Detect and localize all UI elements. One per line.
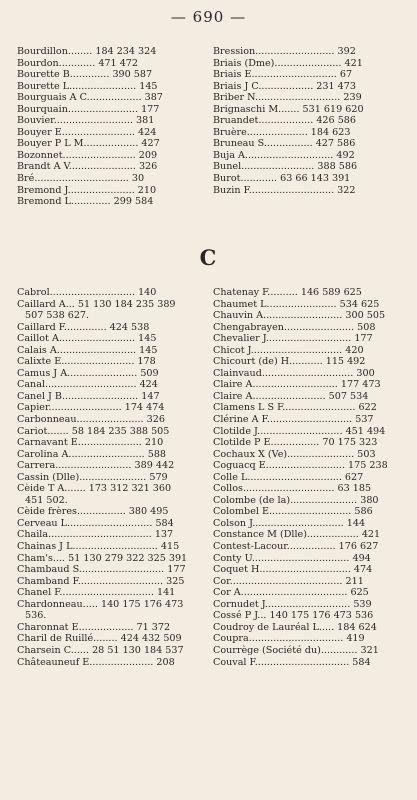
index-entry: Calais A.......................... 145 xyxy=(17,344,158,356)
index-entry: Clainvaud.............................. 300 xyxy=(213,367,375,379)
index-entry: Colombel E........................... 586 xyxy=(213,506,373,518)
index-entry: Courrège (Société du)............ 321 xyxy=(213,644,379,656)
index-entry: Bourquain....................... 177 xyxy=(17,103,160,115)
index-entry: Bression.......................... 392 xyxy=(213,46,356,57)
section-letter-heading: C xyxy=(199,245,218,270)
page-number: — 690 — xyxy=(170,8,247,26)
index-entry: Clamens L S F........................ 622 xyxy=(213,402,377,414)
index-entry: Couval F............................... 584 xyxy=(213,656,371,668)
index-entry: Bré............................... 30 xyxy=(17,173,145,185)
index-entry: Briais J C.................. 231 473 xyxy=(213,80,356,92)
index-entry: Cassin (Dlle)...................... 579 xyxy=(17,471,168,483)
index-entry: Bouyer P L M.................. 427 xyxy=(17,138,160,150)
index-entry: Carrera......................... 389 442 xyxy=(17,460,175,472)
index-entry: Chaila.................................. 137 xyxy=(17,529,174,541)
index-entry: Colle L............................... 627 xyxy=(213,471,364,483)
b-section-left-column xyxy=(17,46,205,208)
index-entry: Bouyer E........................ 424 xyxy=(17,126,157,138)
index-entry: Buzin F............................ 322 xyxy=(213,184,356,196)
index-entry: Coudroy de Lauréal L..... 184 624 xyxy=(213,621,377,633)
index-entry: Coquet H.............................. 474 xyxy=(213,564,373,576)
index-entry: Carolina A......................... 588 xyxy=(17,448,167,460)
index-entry: Cèide T A....... 173 312 321 360 xyxy=(17,483,172,495)
index-entry: Bozonnet........................ 209 xyxy=(17,149,158,161)
index-entry-continuation: 451 502. xyxy=(25,494,68,506)
index-entry: Bruneau S................ 427 586 xyxy=(213,138,356,150)
index-entry: Cariot....... 58 184 235 388 505 xyxy=(17,425,170,437)
index-entry: Colombe (de la)...................... 380 xyxy=(213,494,379,506)
index-entry: Chainas J L............................ 415 xyxy=(17,541,180,553)
index-entry: Cossé P J... 140 175 176 473 536 xyxy=(213,610,374,622)
index-entry: Bourdillon........ 184 234 324 xyxy=(17,46,157,57)
index-entry: Clérine A F............................ 537 xyxy=(213,414,374,426)
index-entry: Colson J.............................. 144 xyxy=(213,517,366,529)
index-entry: Chauvin A.......................... 300 505 xyxy=(213,310,386,322)
index-entry: Canal.............................. 424 xyxy=(17,379,158,391)
index-entry: Chanel F............................... 141 xyxy=(17,587,176,599)
index-entry: Chicot J.............................. 420 xyxy=(213,344,364,356)
index-entry: Caillot A......................... 145 xyxy=(17,333,157,345)
index-entry: Cor A................................... 625 xyxy=(213,587,369,599)
index-entry: Caillard A... 51 130 184 235 389 xyxy=(17,298,176,310)
index-entry: Cabrol............................ 140 xyxy=(17,287,157,298)
index-entry: Bremond L............. 299 584 xyxy=(17,196,154,208)
index-entry: Caillard F.............. 424 538 xyxy=(17,321,150,333)
c-section-right-column xyxy=(213,287,403,668)
index-entry: Chambaud S............................ 177 xyxy=(17,564,186,576)
index-entry: Charil de Ruillé........ 424 432 509 xyxy=(17,633,182,645)
index-entry: Burot............ 63 66 143 391 xyxy=(213,173,351,185)
index-entry: Contest-Lacour................ 176 627 xyxy=(213,541,379,553)
index-entry: Coupra............................... 419 xyxy=(213,633,365,645)
index-entry: Cèide frères................ 380 495 xyxy=(17,506,169,518)
index-entry: Canel J B......................... 147 xyxy=(17,390,160,402)
index-entry: Bourguais A C.................. 387 xyxy=(17,92,163,104)
index-entry: Châteauneuf E..................... 208 xyxy=(17,656,175,668)
index-entry: Cor..................................... 211 xyxy=(213,575,364,587)
index-entry: Cerveau L............................ 584 xyxy=(17,517,174,529)
index-entry: Chevalier J............................ 177 xyxy=(213,333,373,345)
index-entry: Capier........................ 174 474 xyxy=(17,402,165,414)
index-entry: Chardonneau..... 140 175 176 473 xyxy=(17,598,184,610)
index-entry: Bruandet.................. 426 586 xyxy=(213,115,357,127)
index-entry: Brignaschi M....... 531 619 620 xyxy=(213,103,364,115)
index-entry-continuation: 507 538 627. xyxy=(25,310,90,322)
index-entry: Chengabrayen....................... 508 xyxy=(213,321,376,333)
index-entry: Conty U................................ 494 xyxy=(213,552,371,564)
index-entry: Claire A............................ 177 473 xyxy=(213,379,381,391)
index-entry: Constance M (Dlle)................. 421 xyxy=(213,529,381,541)
index-entry: Carnavant E..................... 210 xyxy=(17,437,164,449)
index-entry: Clotilde P E................ 70 175 323 xyxy=(213,437,378,449)
index-entry: Chatenay F.......... 146 589 625 xyxy=(213,287,362,298)
index-entry: Brandt A V...................... 326 xyxy=(17,161,158,173)
index-entry: Cornudet J............................ 539 xyxy=(213,598,372,610)
index-entry: Bourette L...................... 145 xyxy=(17,80,158,92)
index-entry: Bruère.................... 184 623 xyxy=(213,126,351,138)
index-entry: Chicourt (de) H........... 115 492 xyxy=(213,356,366,368)
index-entry: Bunel........................ 388 586 xyxy=(213,161,358,173)
b-section-right-column xyxy=(213,46,403,196)
index-entry: Clotilde J............................ 451 494 xyxy=(213,425,386,437)
index-entry: Briais (Dme)...................... 421 xyxy=(213,57,363,69)
index-entry: Bourdon............ 471 472 xyxy=(17,57,139,69)
index-entry: Calixte E........................ 178 xyxy=(17,356,156,368)
index-entry: Cochaux X (Ve)...................... 503 xyxy=(213,448,376,460)
index-entry: Briber N............................ 239 xyxy=(213,92,362,104)
index-entry: Chamband F............................ 325 xyxy=(17,575,185,587)
index-entry: Bremond J...................... 210 xyxy=(17,184,157,196)
c-section-left-column xyxy=(17,287,205,668)
index-entry: Bourette B............. 390 587 xyxy=(17,69,153,81)
index-entry: Chaumet L....................... 534 625 xyxy=(213,298,380,310)
index-entry: Coguacq E.......................... 175 238 xyxy=(213,460,388,472)
index-entry: Claire A........................ 507 534 xyxy=(213,390,369,402)
index-entry: Charsein C...... 28 51 130 184 537 xyxy=(17,644,184,656)
index-entry-continuation: 536. xyxy=(25,610,47,622)
index-entry: Carbonneau...................... 326 xyxy=(17,414,165,426)
index-entry: Cham's.... 51 130 279 322 325 391 xyxy=(17,552,188,564)
index-entry: Camus J A....................... 509 xyxy=(17,367,159,379)
index-entry: Briais E............................ 67 xyxy=(213,69,353,81)
index-entry: Bouvier.......................... 381 xyxy=(17,115,155,127)
index-entry: Buja A............................. 492 xyxy=(213,149,355,161)
index-entry: Charonnat E.................. 71 372 xyxy=(17,621,171,633)
index-entry: Collos.............................. 63 185 xyxy=(213,483,372,495)
